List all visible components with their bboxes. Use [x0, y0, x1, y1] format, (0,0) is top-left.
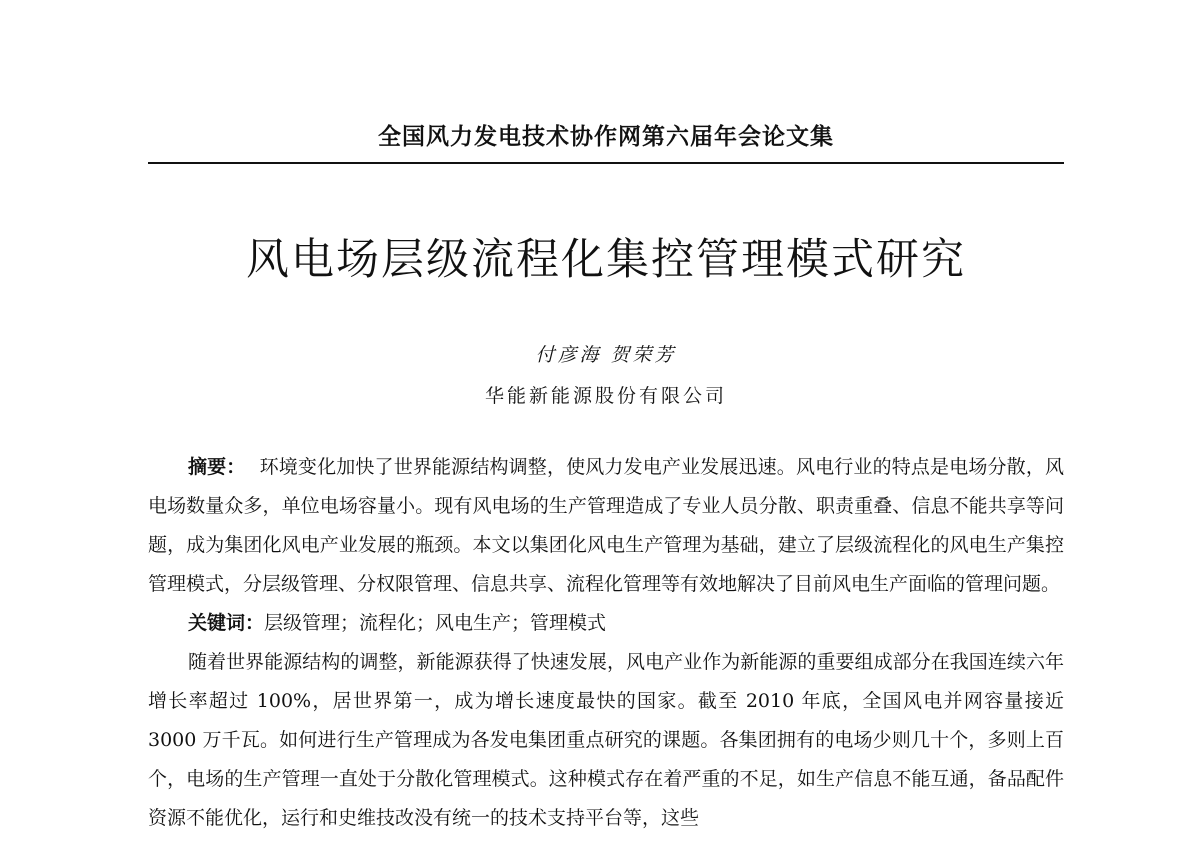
abstract-paragraph	[148, 448, 1064, 604]
keywords-paragraph	[148, 604, 1064, 643]
header-rule	[148, 162, 1064, 164]
paper-affiliation: 华能新能源股份有限公司	[484, 385, 727, 407]
paper-title: 风电场层级流程化集控管理模式研究	[246, 235, 966, 285]
paper-body	[148, 448, 1064, 838]
abstract-label: 摘要：	[188, 456, 246, 478]
body-paragraph-1: 随着世界能源结构的调整，新能源获得了快速发展，风电产业作为新能源的重要组成部分在我国连续六年增长率超过 100%，居世界第一，成为增长速度最快的国家。截至 2010 年底，全国风电并网容量接近 3000 万千瓦。如何进行生产管理成为各发电集团重点研究的课题。各集团拥有的电场少则几十个，多则上百个，电场的生产管理一直处于分散化管理模式。这种模式存在着严重的不足，如生产信息不能互通，备品配件资源不能优化，运行和史维技改没有统一的技术支持平台等，这些	[148, 651, 1064, 829]
keywords-label: 关键词：	[188, 612, 265, 634]
paper-authors: 付彦海 贺荣芳	[535, 344, 677, 366]
running-header-title: 全国风力发电技术协作网第六届年会论文集	[378, 124, 834, 150]
abstract-text: 环境变化加快了世界能源结构调整，使风力发电产业发展迅速。风电行业的特点是电场分散，风电场数量众多，单位电场容量小。现有风电场的生产管理造成了专业人员分散、职责重叠、信息不能共享等问题，成为集团化风电产业发展的瓶颈。本文以集团化风电生产管理为基础，建立了层级流程化的风电生产集控管理模式，分层级管理、分权限管理、信息共享、流程化管理等有效地解决了目前风电生产面临的管理问题。	[148, 456, 1064, 595]
keywords-text: 层级管理；流程化；风电生产；管理模式	[264, 612, 607, 634]
